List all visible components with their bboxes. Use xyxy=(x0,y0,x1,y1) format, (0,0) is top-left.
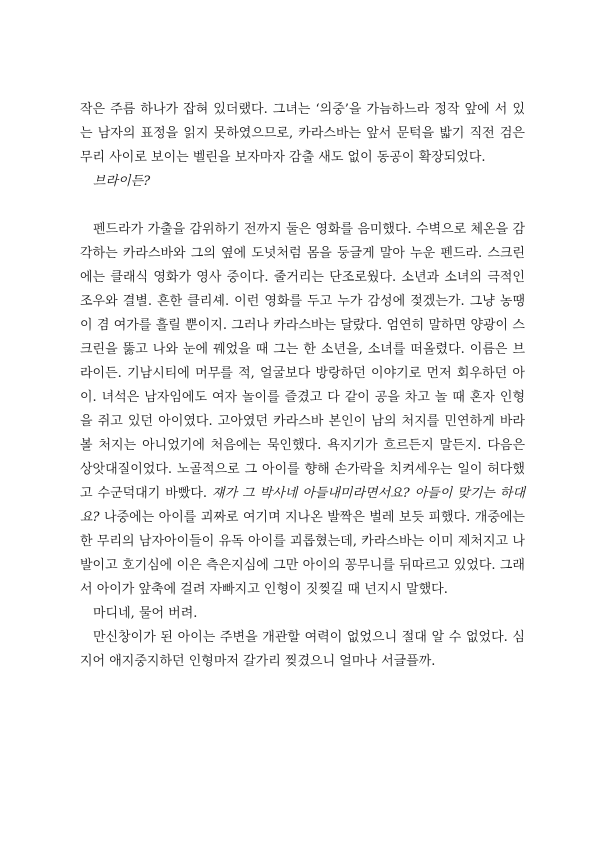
paragraph-main-italic-quote: 쟤가 그 박사네 아들내미라면서요? 아들이 맞기는 하대요? xyxy=(80,486,525,525)
paragraph-opening: 작은 주름 하나가 잡혀 있더랬다. 그녀는 ‘의중’을 가늠하느라 정작 앞에 서 있는 남자의 표정을 읽지 못하였으므로, 카라스바는 앞서 문턱을 밟기 직전 검은 무리 사이로 보이는 벨린을 보자마자 감출 새도 없이 동공이 확장되었다. xyxy=(80,102,525,165)
paragraph-thought-brighton: 브라이든? xyxy=(93,174,151,189)
paragraph-main xyxy=(80,218,525,602)
paragraph-command: 마디네, 물어 버려. xyxy=(93,606,198,621)
document-body xyxy=(80,98,525,674)
paragraph-closing: 만신창이가 된 아이는 주변을 개관할 여력이 없었으니 절대 알 수 없었다. 심지어 애지중지하던 인형마저 갈가리 찢겼으니 얼마나 서글플까. xyxy=(80,630,525,669)
section-break xyxy=(80,194,525,218)
paragraph-main-tail: 나중에는 아이를 괴짜로 여기며 지나온 발짝은 벌레 보듯 피했다. 개중에는 한 무리의 남자아이들이 유독 아이를 괴롭혔는데, 카라스바는 이미 제처지고 나발이고 호기심에 이은 측은지심에 그만 아이의 꽁무니를 뒤따르고 있었다. 그래서 아이가 앞축에 걸려 자빠지고 인형이 짓찢길 때 넌지시 말했다. xyxy=(80,510,525,597)
paragraph-main-text: 펜드라가 가출을 감위하기 전까지 둘은 영화를 음미했다. 수벽으로 체온을 감각하는 카라스바와 그의 옆에 도넛처럼 몸을 둥글게 말아 누운 펜드라. 스크린에는 클래식 영화가 영사 중이다. 줄거리는 단조로웠다. 소년과 소녀의 극적인 조우와 결별. 흔한 클리셰. 이런 영화를 두고 누가 감성에 젖겠는가. 그냥 농땡이 겸 여가를 흘릴 뿐이지. 그러나 카라스바는 달랐다. 엄연히 말하면 양광이 스크린을 뚫고 나와 눈에 꿰었을 때 그는 한 소년을, 소녀를 떠올렸다. 이름은 브라이든. 기남시티에 머무를 적, 얼굴보다 방랑하던 이야기로 먼저 회우하던 아이. 녀석은 남자임에도 여자 놀이를 즐겼고 다 같이 공을 차고 놀 때 혼자 인형을 쥐고 있던 아이였다. 고아였던 카라스바 본인이 남의 처지를 민연하게 바라볼 처지는 아니었기에 처음에는 묵인했다. 욕지기가 흐르든지 말든지. 다음은 상앗대질이었다. 노골적으로 그 아이를 향해 손가락을 치켜세우는 일이 허다했고 수군덕대기 바빴다. xyxy=(80,222,525,501)
